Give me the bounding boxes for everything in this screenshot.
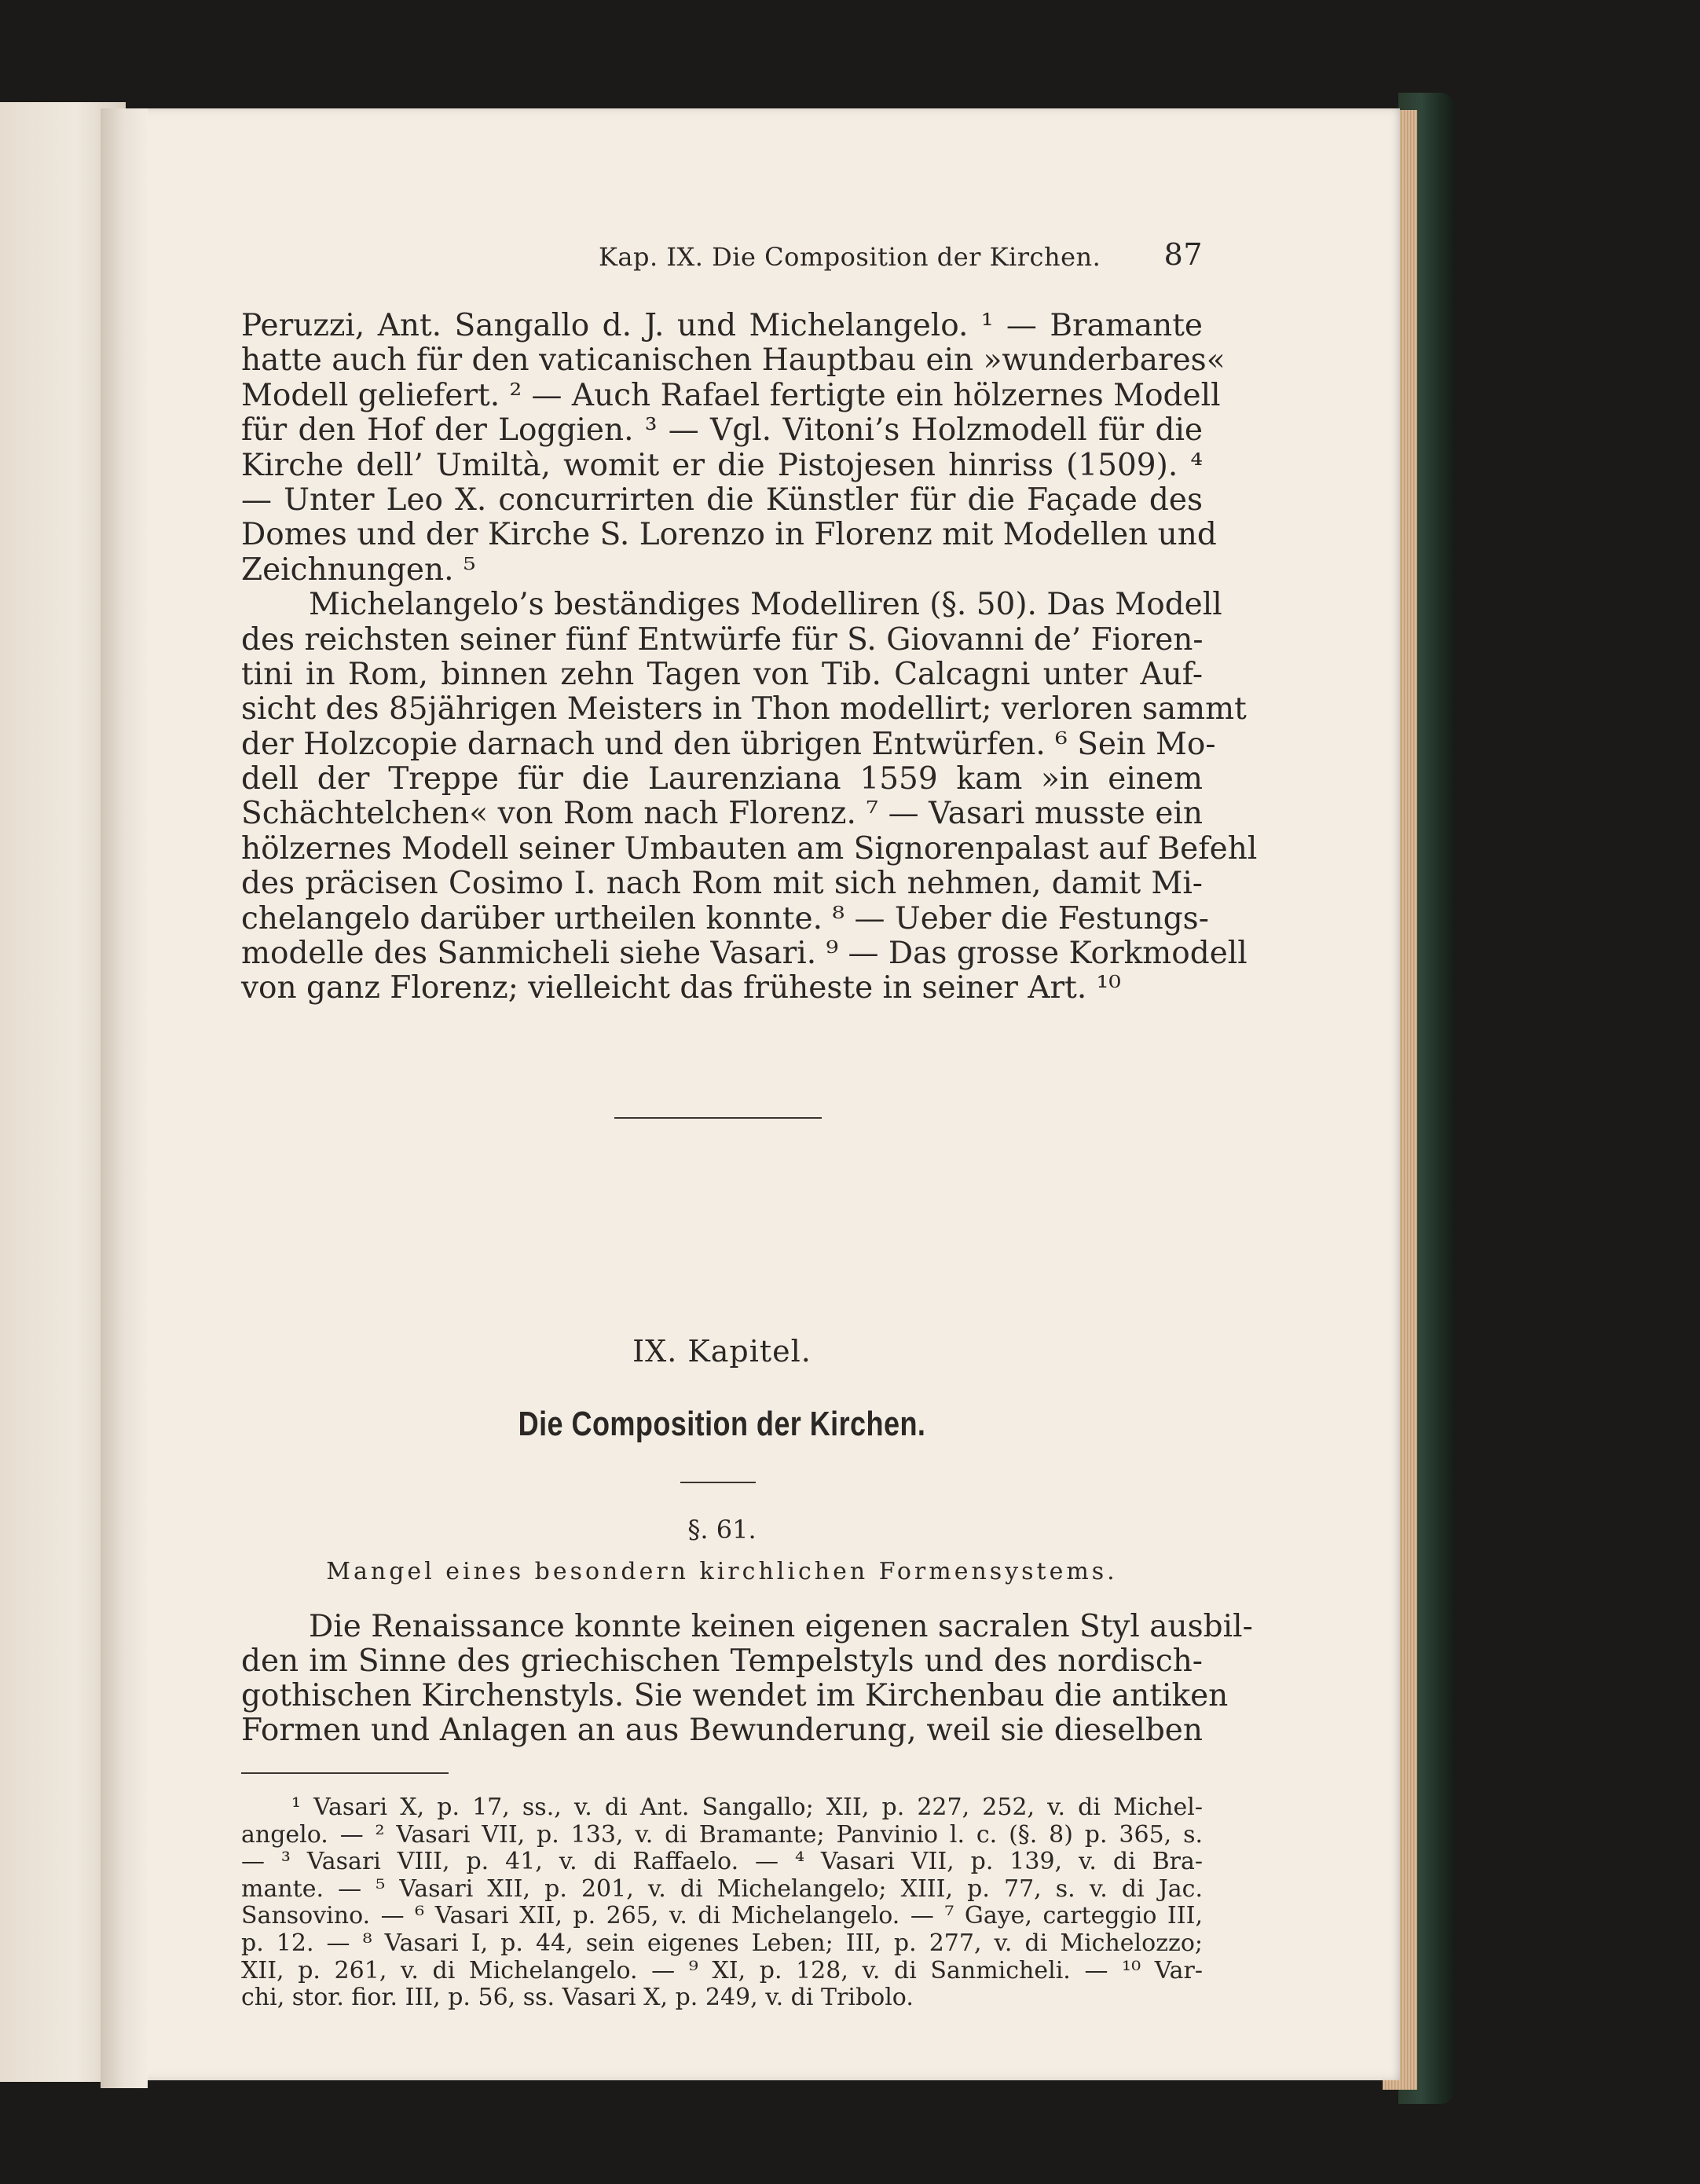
section-text — [241, 1609, 1253, 1748]
footnote-line: angelo. — ² Vasari VII, p. 133, v. di Bramante; Panvinio l. c. (§. 8) p. 365, s. — [241, 1820, 1203, 1849]
chapter-divider-rule — [614, 1117, 822, 1119]
text-line: Schächtelchen« von Rom nach Florenz. ⁷ — Vasari musste ein — [241, 796, 1203, 832]
book-page — [118, 108, 1400, 2080]
footnote-line: XII, p. 261, v. di Michelangelo. — ⁹ XI, p. 128, v. di Sanmicheli. — ¹⁰ Var- — [241, 1956, 1203, 1984]
running-header — [241, 237, 1203, 289]
text-line: für den Hof der Loggien. ³ — Vgl. Vitoni’s Holzmodell für die — [241, 412, 1203, 449]
text-line: des reichsten seiner fünf Entwürfe für S. Giovanni de’ Fioren- — [241, 621, 1204, 658]
text-line: Modell geliefert. ² — Auch Rafael fertigte ein hölzernes Modell — [241, 377, 1221, 413]
text-line: sicht des 85jährigen Meisters in Thon modellirt; verloren sammt — [241, 691, 1247, 727]
text-line: Michelangelo’s beständiges Modelliren (§. 50). Das Modell — [309, 587, 1222, 623]
text-line: Zeichnungen. ⁵ — [241, 551, 476, 588]
text-line: — Unter Leo X. concurrirten die Künstler für die Façade des — [241, 482, 1203, 518]
footnote-line: ¹ Vasari X, p. 17, ss., v. di Ant. Sangallo; XII, p. 227, 252, v. di Michel- — [291, 1794, 1203, 1821]
section-number: §. 61. — [687, 1515, 757, 1545]
footnote-line: — ³ Vasari VIII, p. 41, v. di Raffaelo. — ⁴ Vasari VII, p. 139, v. di Bra- — [241, 1848, 1203, 1876]
text-line: der Holzcopie darnach und den übrigen Entwürfen. ⁶ Sein Mo- — [241, 726, 1216, 762]
page-gutter-shadow — [101, 108, 148, 2088]
section-title: Mangel eines besondern kirchlichen Formensystems. — [326, 1558, 1118, 1585]
footnote-rule — [241, 1772, 449, 1774]
text-line: modelle des Sanmicheli siehe Vasari. ⁹ — Das grosse Korkmodell — [241, 936, 1248, 972]
page-number: 87 — [1163, 237, 1203, 272]
chapter-number: IX. Kapitel. — [632, 1334, 812, 1369]
title-rule — [680, 1482, 756, 1483]
text-line: Kirche dell’ Umiltà, womit er die Pistojesen hinriss (1509). ⁴ — [241, 447, 1203, 483]
chapter-title: Die Composition der Kirchen. — [518, 1405, 926, 1443]
text-line: hölzernes Modell seiner Umbauten am Signorenpalast auf Befehl — [241, 830, 1258, 867]
text-line: hatte auch für den vaticanischen Hauptbau ein »wunderbares« — [241, 343, 1226, 379]
text-line: Peruzzi, Ant. Sangallo d. J. und Michelangelo. ¹ — Bramante — [241, 308, 1203, 343]
running-title: Kap. IX. Die Composition der Kirchen. — [599, 242, 1101, 272]
text-line: dell der Treppe für die Laurenziana 1559 kam »in einem — [241, 761, 1203, 797]
footnote-line: mante. — ⁵ Vasari XII, p. 201, v. di Michelangelo; XIII, p. 77, s. v. di Jac. — [241, 1874, 1203, 1903]
text-line: tini in Rom, binnen zehn Tagen von Tib. Calcagni unter Auf- — [241, 656, 1203, 692]
text-line: chelangelo darüber urtheilen konnte. ⁸ — Ueber die Festungs- — [241, 900, 1209, 936]
text-line: von ganz Florenz; vielleicht das früheste in seiner Art. ¹⁰ — [241, 970, 1121, 1006]
footnote-line: chi, stor. fior. III, p. 56, ss. Vasari X, p. 249, v. di Tribolo. — [241, 1984, 914, 2012]
footnotes — [241, 1794, 1203, 2012]
text-line: gothischen Kirchenstyls. Sie wendet im Kirchenbau die antiken — [241, 1678, 1229, 1713]
main-text — [241, 308, 1258, 1006]
text-line: des präcisen Cosimo I. nach Rom mit sich nehmen, damit Mi- — [241, 866, 1203, 902]
text-line: Domes und der Kirche S. Lorenzo in Florenz mit Modellen und — [241, 517, 1217, 553]
footnote-line: Sansovino. — ⁶ Vasari XII, p. 265, v. di Michelangelo. — ⁷ Gaye, carteggio III, — [241, 1902, 1203, 1930]
text-line: den im Sinne des griechischen Tempelstyls und des nordisch- — [241, 1643, 1203, 1679]
footnote-line: p. 12. — ⁸ Vasari I, p. 44, sein eigenes Leben; III, p. 277, v. di Michelozzo; — [241, 1929, 1203, 1957]
text-line: Die Renaissance konnte keinen eigenen sacralen Styl ausbil- — [309, 1609, 1253, 1644]
text-line: Formen und Anlagen an aus Bewunderung, weil sie dieselben — [241, 1713, 1203, 1748]
